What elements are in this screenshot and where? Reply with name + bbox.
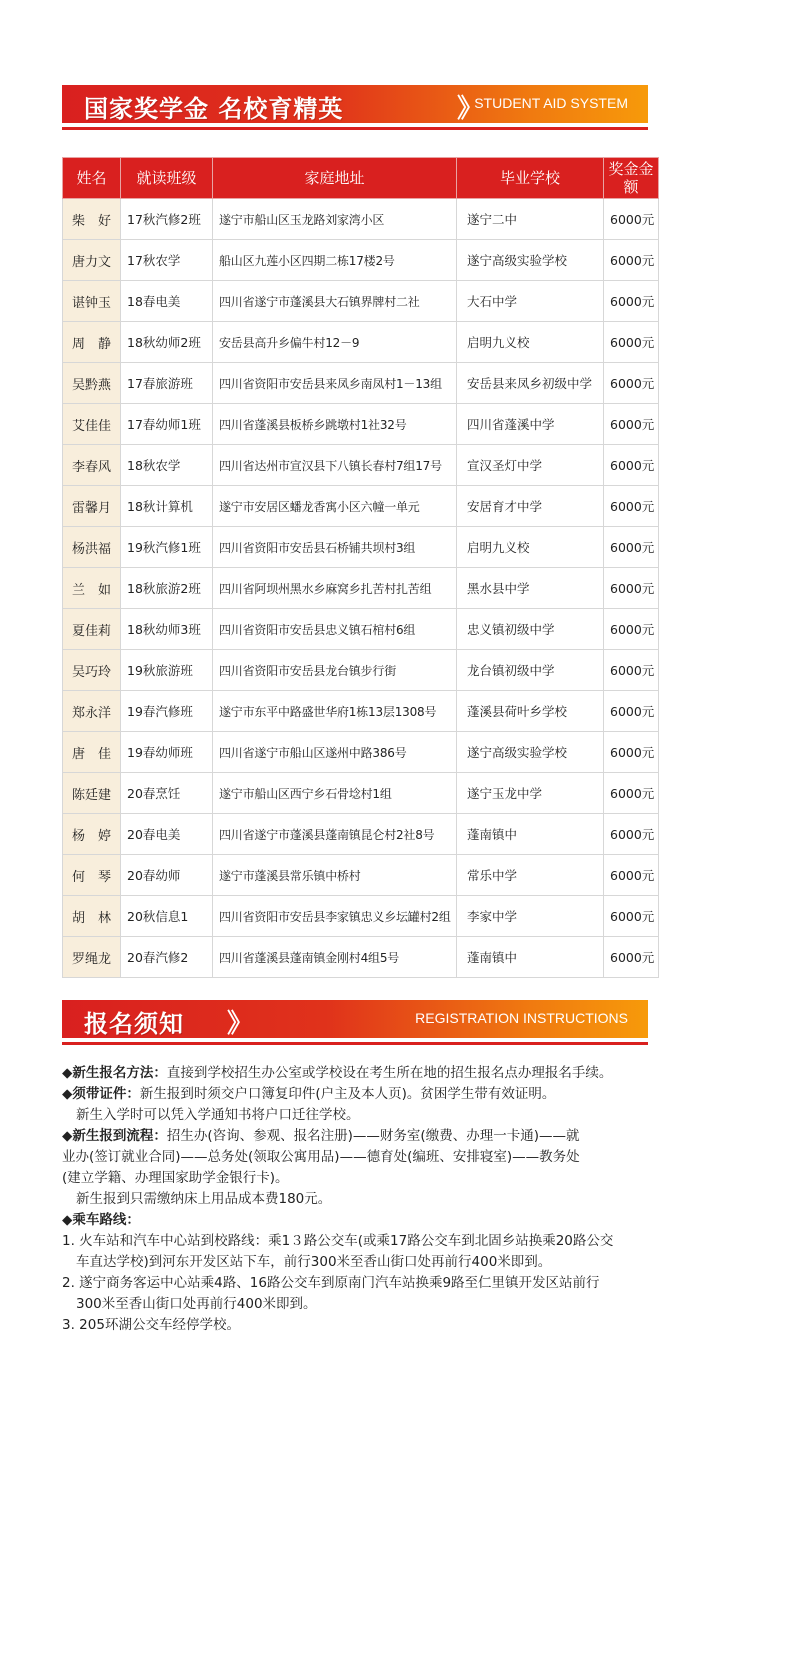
header-school: 毕业学校 bbox=[457, 158, 604, 199]
cell-name: 唐力文 bbox=[63, 240, 121, 281]
cell-class: 18秋农学 bbox=[121, 445, 213, 486]
table-row bbox=[63, 732, 659, 773]
cell-school: 黑水县中学 bbox=[457, 568, 604, 609]
cell-name: 陈廷建 bbox=[63, 773, 121, 814]
cell-class: 19春汽修班 bbox=[121, 691, 213, 732]
cell-amount: 6000元 bbox=[604, 445, 659, 486]
cell-name: 杨 婷 bbox=[63, 814, 121, 855]
cell-address: 四川省阿坝州黑水乡麻窝乡扎苦村扎苦组 bbox=[213, 568, 457, 609]
cell-school: 安居育才中学 bbox=[457, 486, 604, 527]
cell-name: 谌钟玉 bbox=[63, 281, 121, 322]
cell-address: 安岳县高升乡偏牛村12－9 bbox=[213, 322, 457, 363]
cell-name: 兰 如 bbox=[63, 568, 121, 609]
diamond-bullet-icon: ◆ bbox=[62, 1212, 73, 1228]
header-class: 就读班级 bbox=[121, 158, 213, 199]
table-row bbox=[63, 937, 659, 978]
cell-class: 17春旅游班 bbox=[121, 363, 213, 404]
cell-address: 四川省遂宁市蓬溪县蓬南镇昆仑村2社8号 bbox=[213, 814, 457, 855]
aid-banner-title: 国家奖学金 名校育精英 bbox=[84, 95, 344, 123]
table-row bbox=[63, 814, 659, 855]
cell-address: 四川省蓬溪县板桥乡跳墩村1社32号 bbox=[213, 404, 457, 445]
table-row bbox=[63, 363, 659, 404]
table-row bbox=[63, 445, 659, 486]
cell-class: 20春烹饪 bbox=[121, 773, 213, 814]
route-2-line-2: 300米至香山街口处再前行400米即到。 bbox=[76, 1296, 317, 1312]
table-row bbox=[63, 855, 659, 896]
method-text: 直接到学校招生办公室或学校设在考生所在地的招生报名点办理报名手续。 bbox=[166, 1065, 613, 1081]
table-row bbox=[63, 691, 659, 732]
cell-class: 18秋旅游2班 bbox=[121, 568, 213, 609]
cell-class: 20秋信息1 bbox=[121, 896, 213, 937]
flow-label: 新生报到流程： bbox=[72, 1128, 167, 1144]
header-address: 家庭地址 bbox=[213, 158, 457, 199]
route-2-line-1: 2. 遂宁商务客运中心站乘4路、16路公交车到原南门汽车站换乘9路至仁里镇开发区站前行 bbox=[62, 1275, 600, 1291]
table-row bbox=[63, 568, 659, 609]
cell-school: 蓬溪县荷叶乡学校 bbox=[457, 691, 604, 732]
cell-amount: 6000元 bbox=[604, 240, 659, 281]
cell-address: 遂宁市安居区蟠龙香寓小区六幢一单元 bbox=[213, 486, 457, 527]
cell-school: 常乐中学 bbox=[457, 855, 604, 896]
table-row bbox=[63, 281, 659, 322]
cell-school: 蓬南镇中 bbox=[457, 814, 604, 855]
table-row bbox=[63, 199, 659, 240]
notice-flow bbox=[62, 1126, 662, 1147]
cell-name: 周 静 bbox=[63, 322, 121, 363]
cell-address: 遂宁市船山区玉龙路刘家湾小区 bbox=[213, 199, 457, 240]
cell-school: 龙台镇初级中学 bbox=[457, 650, 604, 691]
cell-class: 17秋农学 bbox=[121, 240, 213, 281]
cell-amount: 6000元 bbox=[604, 937, 659, 978]
cell-amount: 6000元 bbox=[604, 732, 659, 773]
docs-text-2: 新生入学时可以凭入学通知书将户口迁往学校。 bbox=[76, 1107, 360, 1123]
table-row bbox=[63, 896, 659, 937]
cell-address: 遂宁市蓬溪县常乐镇中桥村 bbox=[213, 855, 457, 896]
cell-amount: 6000元 bbox=[604, 404, 659, 445]
cell-address: 四川省资阳市安岳县李家镇忠义乡坛罐村2组 bbox=[213, 896, 457, 937]
cell-name: 唐 佳 bbox=[63, 732, 121, 773]
cell-name: 李春风 bbox=[63, 445, 121, 486]
cell-class: 18秋幼师3班 bbox=[121, 609, 213, 650]
cell-amount: 6000元 bbox=[604, 896, 659, 937]
cell-name: 雷馨月 bbox=[63, 486, 121, 527]
cell-amount: 6000元 bbox=[604, 773, 659, 814]
cell-school: 遂宁二中 bbox=[457, 199, 604, 240]
cell-class: 19春幼师班 bbox=[121, 732, 213, 773]
header-amount: 奖金金额 bbox=[604, 158, 659, 199]
table-body bbox=[63, 199, 659, 978]
cell-school: 蓬南镇中 bbox=[457, 937, 604, 978]
cell-address: 四川省资阳市安岳县龙台镇步行街 bbox=[213, 650, 457, 691]
cell-address: 四川省遂宁市船山区遂州中路386号 bbox=[213, 732, 457, 773]
cell-school: 启明九义校 bbox=[457, 322, 604, 363]
cell-address: 四川省遂宁市蓬溪县大石镇界牌村二社 bbox=[213, 281, 457, 322]
notice-method bbox=[62, 1063, 662, 1084]
cell-amount: 6000元 bbox=[604, 527, 659, 568]
cell-amount: 6000元 bbox=[604, 855, 659, 896]
diamond-bullet-icon: ◆ bbox=[62, 1065, 73, 1081]
cell-school: 宣汉圣灯中学 bbox=[457, 445, 604, 486]
table-row bbox=[63, 322, 659, 363]
cell-name: 夏佳莉 bbox=[63, 609, 121, 650]
cell-amount: 6000元 bbox=[604, 814, 659, 855]
route-1-line-2: 车直达学校)到河东开发区站下车，前行300米至香山街口处再前行400米即到。 bbox=[76, 1254, 552, 1270]
cell-class: 18秋幼师2班 bbox=[121, 322, 213, 363]
table-row bbox=[63, 404, 659, 445]
cell-amount: 6000元 bbox=[604, 650, 659, 691]
diamond-bullet-icon: ◆ bbox=[62, 1086, 73, 1102]
cell-class: 18秋计算机 bbox=[121, 486, 213, 527]
cell-name: 罗绳龙 bbox=[63, 937, 121, 978]
registration-banner-title: 报名须知 bbox=[84, 1010, 184, 1038]
table-header-row bbox=[63, 158, 659, 199]
cell-school: 遂宁高级实验学校 bbox=[457, 732, 604, 773]
table-row bbox=[63, 650, 659, 691]
aid-banner-underline bbox=[62, 127, 648, 130]
route-3: 3. 205环湖公交车经停学校。 bbox=[62, 1317, 240, 1333]
notice-route bbox=[62, 1210, 662, 1231]
flow-line-1: 招生办(咨询、参观、报名注册)——财务室(缴费、办理一卡通)——就 bbox=[166, 1128, 580, 1144]
cell-amount: 6000元 bbox=[604, 322, 659, 363]
cell-school: 遂宁高级实验学校 bbox=[457, 240, 604, 281]
table-row bbox=[63, 609, 659, 650]
cell-school: 启明九义校 bbox=[457, 527, 604, 568]
docs-label: 须带证件： bbox=[72, 1086, 140, 1102]
cell-class: 17春幼师1班 bbox=[121, 404, 213, 445]
table-row bbox=[63, 240, 659, 281]
route-label: 乘车路线： bbox=[72, 1212, 140, 1228]
cell-name: 胡 林 bbox=[63, 896, 121, 937]
scholarship-table bbox=[62, 157, 659, 978]
cell-class: 17秋汽修2班 bbox=[121, 199, 213, 240]
cell-school: 安岳县来凤乡初级中学 bbox=[457, 363, 604, 404]
cell-school: 四川省蓬溪中学 bbox=[457, 404, 604, 445]
table-row bbox=[63, 773, 659, 814]
cell-amount: 6000元 bbox=[604, 363, 659, 404]
cell-class: 20春幼师 bbox=[121, 855, 213, 896]
cell-amount: 6000元 bbox=[604, 281, 659, 322]
cell-address: 四川省蓬溪县蓬南镇金刚村4组5号 bbox=[213, 937, 457, 978]
aid-banner bbox=[62, 85, 648, 123]
flow-line-4: 新生报到只需缴纳床上用品成本费180元。 bbox=[76, 1191, 332, 1207]
flow-line-2: 业办(签订就业合同)——总务处(领取公寓用品)——德育处(编班、安排寝室)——教务处 bbox=[62, 1149, 580, 1165]
cell-name: 杨洪福 bbox=[63, 527, 121, 568]
table-row bbox=[63, 527, 659, 568]
cell-amount: 6000元 bbox=[604, 199, 659, 240]
cell-class: 19秋旅游班 bbox=[121, 650, 213, 691]
chevron-right-icon: 》 bbox=[457, 94, 481, 124]
cell-name: 吴巧玲 bbox=[63, 650, 121, 691]
cell-name: 何 琴 bbox=[63, 855, 121, 896]
cell-address: 四川省资阳市安岳县石桥铺共坝村3组 bbox=[213, 527, 457, 568]
table-row bbox=[63, 486, 659, 527]
cell-school: 遂宁玉龙中学 bbox=[457, 773, 604, 814]
cell-address: 遂宁市东平中路盛世华府1栋13层1308号 bbox=[213, 691, 457, 732]
cell-class: 20春电美 bbox=[121, 814, 213, 855]
cell-class: 20春汽修2 bbox=[121, 937, 213, 978]
registration-notice bbox=[62, 1063, 662, 1336]
cell-class: 18春电美 bbox=[121, 281, 213, 322]
cell-class: 19秋汽修1班 bbox=[121, 527, 213, 568]
cell-address: 遂宁市船山区西宁乡石骨埝村1组 bbox=[213, 773, 457, 814]
diamond-bullet-icon: ◆ bbox=[62, 1128, 73, 1144]
notice-docs bbox=[62, 1084, 662, 1105]
cell-amount: 6000元 bbox=[604, 609, 659, 650]
aid-banner-subtitle: STUDENT AID SYSTEM bbox=[474, 95, 628, 111]
cell-name: 柴 好 bbox=[63, 199, 121, 240]
route-1-line-1: 1. 火车站和汽车中心站到校路线：乘1３路公交车(或乘17路公交车到北固乡站换乘20路公交 bbox=[62, 1233, 614, 1249]
cell-address: 四川省达州市宣汉县下八镇长春村7组17号 bbox=[213, 445, 457, 486]
cell-address: 四川省资阳市安岳县来凤乡南凤村1－13组 bbox=[213, 363, 457, 404]
cell-amount: 6000元 bbox=[604, 691, 659, 732]
cell-name: 艾佳佳 bbox=[63, 404, 121, 445]
registration-banner-underline bbox=[62, 1042, 648, 1045]
cell-school: 忠义镇初级中学 bbox=[457, 609, 604, 650]
registration-banner bbox=[62, 1000, 648, 1038]
cell-school: 大石中学 bbox=[457, 281, 604, 322]
cell-name: 吴黔燕 bbox=[63, 363, 121, 404]
cell-address: 船山区九莲小区四期二栋17楼2号 bbox=[213, 240, 457, 281]
method-label: 新生报名方法： bbox=[72, 1065, 167, 1081]
cell-amount: 6000元 bbox=[604, 568, 659, 609]
docs-text: 新生报到时须交户口簿复印件(户主及本人页)。贫困学生带有效证明。 bbox=[139, 1086, 556, 1102]
cell-school: 李家中学 bbox=[457, 896, 604, 937]
cell-name: 郑永洋 bbox=[63, 691, 121, 732]
flow-line-3: (建立学籍、办理国家助学金银行卡)。 bbox=[62, 1170, 289, 1186]
chevron-right-icon: 》 bbox=[227, 1009, 251, 1039]
cell-address: 四川省资阳市安岳县忠义镇石棺村6组 bbox=[213, 609, 457, 650]
cell-amount: 6000元 bbox=[604, 486, 659, 527]
header-name: 姓名 bbox=[63, 158, 121, 199]
registration-banner-subtitle: REGISTRATION INSTRUCTIONS bbox=[415, 1010, 628, 1026]
